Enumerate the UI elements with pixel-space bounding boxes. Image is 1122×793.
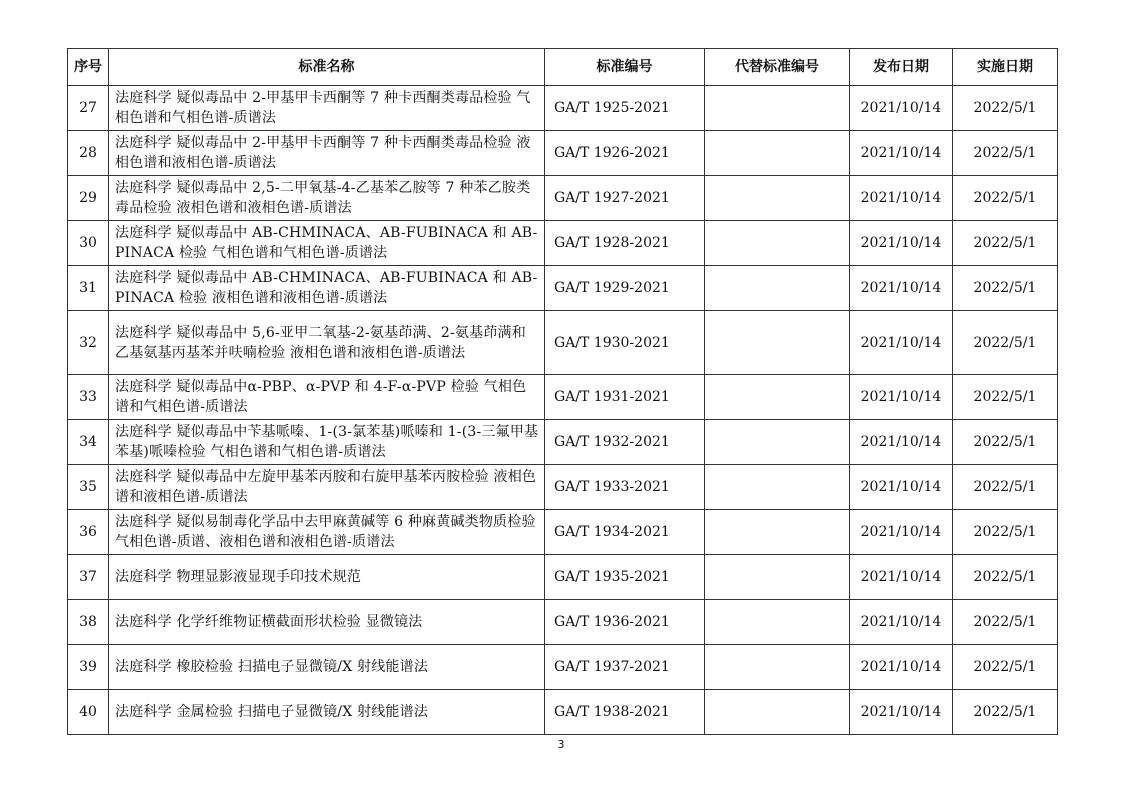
row-effective: 2022/5/1	[953, 420, 1058, 465]
row-name	[109, 311, 545, 375]
row-index: 28	[68, 131, 109, 176]
row-code-text: GA/T 1929-2021	[554, 280, 670, 296]
row-name-text: 法庭科学 金属检验 扫描电子显微镜/X 射线能谱法	[115, 704, 429, 720]
table-row	[68, 86, 1058, 131]
row-name	[109, 86, 545, 131]
table-row	[68, 600, 1058, 645]
row-effective: 2022/5/1	[953, 176, 1058, 221]
row-name	[109, 131, 545, 176]
row-name-text: 法庭科学 疑似毒品中 5,6-亚甲二氧基-2-氨基茚满、2-氨基茚满和乙基氨基丙基苯并呋喃检验 液相色谱和液相色谱-质谱法	[115, 324, 526, 361]
table-row	[68, 266, 1058, 311]
table-row	[68, 311, 1058, 375]
row-name	[109, 266, 545, 311]
row-code	[545, 266, 705, 311]
row-published: 2021/10/14	[850, 420, 953, 465]
row-index: 33	[68, 375, 109, 420]
row-published: 2021/10/14	[850, 131, 953, 176]
row-replaces	[705, 311, 850, 375]
row-published: 2021/10/14	[850, 555, 953, 600]
row-replaces	[705, 266, 850, 311]
row-index: 35	[68, 465, 109, 510]
row-index: 27	[68, 86, 109, 131]
table-row	[68, 510, 1058, 555]
row-published: 2021/10/14	[850, 510, 953, 555]
row-replaces	[705, 555, 850, 600]
table-row	[68, 465, 1058, 510]
row-name-text: 法庭科学 疑似毒品中 2-甲基甲卡西酮等 7 种卡西酮类毒品检验 液相色谱和液相色谱-质谱法	[115, 135, 531, 171]
row-code-text: GA/T 1936-2021	[554, 614, 670, 630]
row-replaces	[705, 375, 850, 420]
row-replaces	[705, 645, 850, 690]
row-code-text: GA/T 1928-2021	[554, 235, 670, 251]
row-published: 2021/10/14	[850, 311, 953, 375]
row-replaces	[705, 131, 850, 176]
row-replaces	[705, 690, 850, 735]
row-code	[545, 555, 705, 600]
header-effective: 实施日期	[953, 49, 1058, 86]
row-name	[109, 600, 545, 645]
row-index: 30	[68, 221, 109, 266]
row-index: 37	[68, 555, 109, 600]
row-code-text: GA/T 1927-2021	[554, 190, 670, 206]
row-code	[545, 86, 705, 131]
row-index: 36	[68, 510, 109, 555]
row-name-text: 法庭科学 疑似毒品中 AB-CHMINACA、AB-FUBINACA 和 AB-PINACA 检验 气相色谱和气相色谱-质谱法	[115, 225, 538, 261]
table-row	[68, 221, 1058, 266]
row-code	[545, 690, 705, 735]
table-row	[68, 375, 1058, 420]
row-published: 2021/10/14	[850, 221, 953, 266]
row-replaces	[705, 176, 850, 221]
row-name-text: 法庭科学 疑似毒品中 AB-CHMINACA、AB-FUBINACA 和 AB-PINACA 检验 液相色谱和液相色谱-质谱法	[115, 270, 538, 306]
row-index: 40	[68, 690, 109, 735]
row-index: 32	[68, 311, 109, 375]
row-published: 2021/10/14	[850, 176, 953, 221]
row-effective: 2022/5/1	[953, 311, 1058, 375]
row-index: 34	[68, 420, 109, 465]
row-replaces	[705, 600, 850, 645]
header-index: 序号	[68, 49, 109, 86]
row-published: 2021/10/14	[850, 266, 953, 311]
row-effective: 2022/5/1	[953, 600, 1058, 645]
table-header-row	[68, 49, 1058, 86]
row-effective: 2022/5/1	[953, 645, 1058, 690]
header-name: 标准名称	[109, 49, 545, 86]
row-code	[545, 510, 705, 555]
row-replaces	[705, 86, 850, 131]
row-code	[545, 131, 705, 176]
table-row	[68, 690, 1058, 735]
row-code-text: GA/T 1933-2021	[554, 479, 670, 495]
table-row	[68, 555, 1058, 600]
row-name	[109, 375, 545, 420]
row-code-text: GA/T 1937-2021	[554, 659, 670, 675]
row-name-text: 法庭科学 化学纤维物证横截面形状检验 显微镜法	[115, 614, 423, 630]
row-name-text: 法庭科学 物理显影液显现手印技术规范	[115, 569, 362, 585]
row-effective: 2022/5/1	[953, 221, 1058, 266]
row-effective: 2022/5/1	[953, 266, 1058, 311]
row-code-text: GA/T 1938-2021	[554, 704, 670, 720]
row-code	[545, 311, 705, 375]
table-row	[68, 176, 1058, 221]
row-name	[109, 221, 545, 266]
row-code-text: GA/T 1930-2021	[554, 334, 670, 351]
row-published: 2021/10/14	[850, 600, 953, 645]
row-index: 29	[68, 176, 109, 221]
row-effective: 2022/5/1	[953, 465, 1058, 510]
row-name	[109, 510, 545, 555]
row-published: 2021/10/14	[850, 465, 953, 510]
row-effective: 2022/5/1	[953, 131, 1058, 176]
row-name-text: 法庭科学 疑似易制毒化学品中去甲麻黄碱等 6 种麻黄碱类物质检验 气相色谱-质谱、液相色谱和液相色谱-质谱法	[115, 514, 536, 550]
header-published: 发布日期	[850, 49, 953, 86]
page-number: 3	[557, 738, 565, 751]
row-code	[545, 465, 705, 510]
row-effective: 2022/5/1	[953, 375, 1058, 420]
row-effective: 2022/5/1	[953, 555, 1058, 600]
row-code-text: GA/T 1935-2021	[554, 569, 670, 585]
row-index: 31	[68, 266, 109, 311]
row-name-text: 法庭科学 疑似毒品中α-PBP、α-PVP 和 4-F-α-PVP 检验 气相色谱和气相色谱-质谱法	[115, 379, 527, 415]
row-code	[545, 176, 705, 221]
row-code	[545, 600, 705, 645]
row-index: 38	[68, 600, 109, 645]
row-code	[545, 645, 705, 690]
table-row	[68, 131, 1058, 176]
row-name-text: 法庭科学 疑似毒品中左旋甲基苯丙胺和右旋甲基苯丙胺检验 液相色谱和液相色谱-质谱法	[115, 469, 537, 505]
row-replaces	[705, 510, 850, 555]
row-name	[109, 465, 545, 510]
table-row	[68, 645, 1058, 690]
row-name-text: 法庭科学 疑似毒品中 2,5-二甲氧基-4-乙基苯乙胺等 7 种苯乙胺类毒品检验 液相色谱和液相色谱-质谱法	[115, 180, 531, 216]
row-replaces	[705, 465, 850, 510]
row-name	[109, 555, 545, 600]
row-code-text: GA/T 1931-2021	[554, 389, 670, 405]
row-published: 2021/10/14	[850, 645, 953, 690]
row-effective: 2022/5/1	[953, 690, 1058, 735]
row-replaces	[705, 420, 850, 465]
row-code	[545, 375, 705, 420]
row-code-text: GA/T 1934-2021	[554, 524, 670, 540]
row-name-text: 法庭科学 疑似毒品中 2-甲基甲卡西酮等 7 种卡西酮类毒品检验 气相色谱和气相色谱-质谱法	[115, 90, 531, 126]
row-name-text: 法庭科学 橡胶检验 扫描电子显微镜/X 射线能谱法	[115, 659, 429, 675]
header-replaces: 代替标准编号	[705, 49, 850, 86]
row-published: 2021/10/14	[850, 375, 953, 420]
row-code	[545, 420, 705, 465]
header-code: 标准编号	[545, 49, 705, 86]
row-name	[109, 690, 545, 735]
row-replaces	[705, 221, 850, 266]
row-published: 2021/10/14	[850, 86, 953, 131]
row-name	[109, 176, 545, 221]
row-code	[545, 221, 705, 266]
row-effective: 2022/5/1	[953, 86, 1058, 131]
row-name	[109, 420, 545, 465]
table-row	[68, 420, 1058, 465]
row-code-text: GA/T 1925-2021	[554, 100, 670, 116]
row-index: 39	[68, 645, 109, 690]
standards-table	[67, 48, 1058, 735]
row-code-text: GA/T 1926-2021	[554, 145, 670, 161]
row-code-text: GA/T 1932-2021	[554, 434, 670, 450]
row-name-text: 法庭科学 疑似毒品中苄基哌嗪、1-(3-氯苯基)哌嗪和 1-(3-三氟甲基苯基)哌嗪检验 气相色谱和气相色谱-质谱法	[115, 424, 539, 460]
row-effective: 2022/5/1	[953, 510, 1058, 555]
row-published: 2021/10/14	[850, 690, 953, 735]
row-name	[109, 645, 545, 690]
